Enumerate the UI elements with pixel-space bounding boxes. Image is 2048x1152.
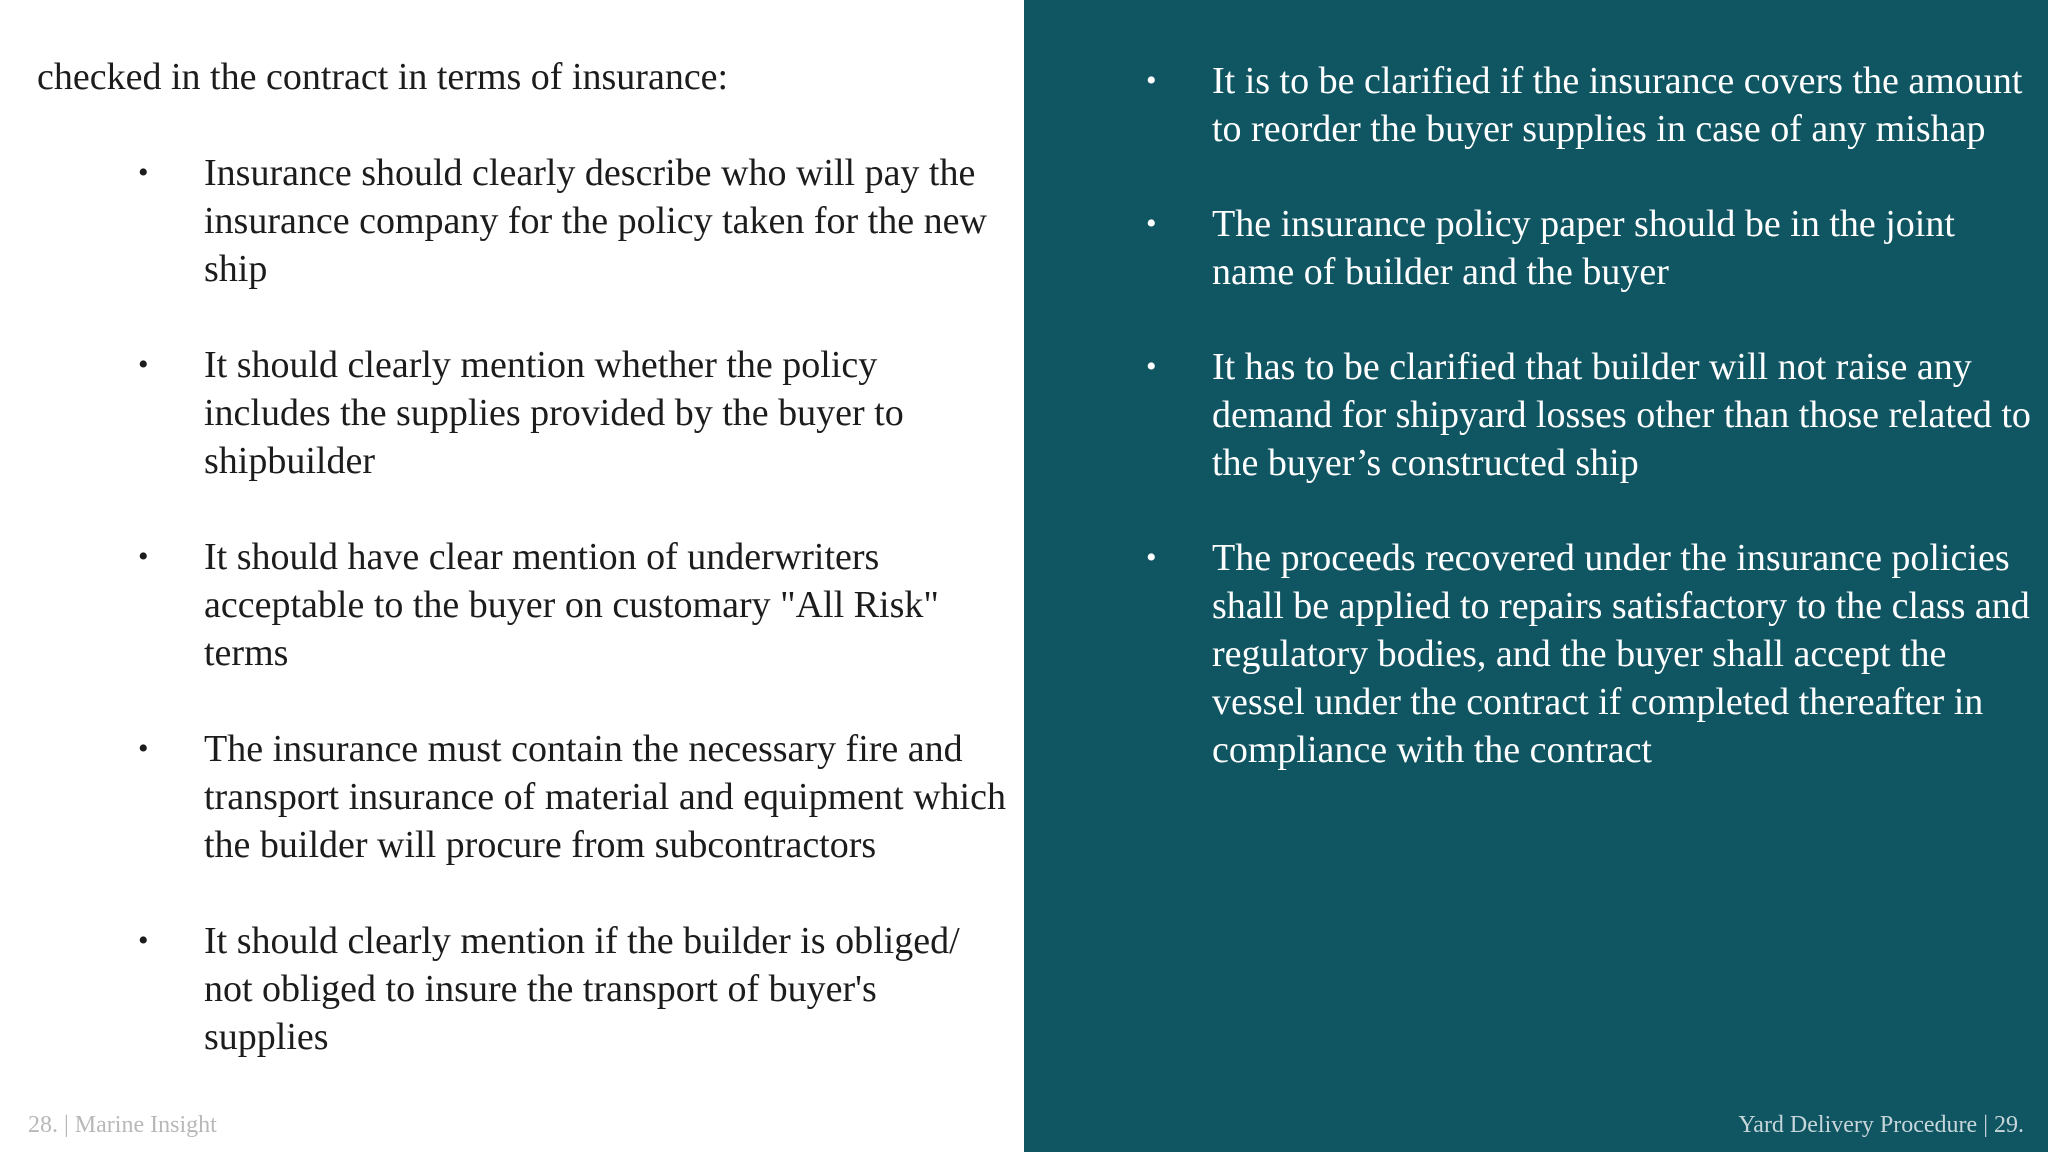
bullet-text: It should clearly mention whether the policy includes the supplies provided by the buyer to shipbuilder	[204, 344, 904, 482]
bullet-text: It is to be clarified if the insurance covers the amount to reorder the buyer supplies in case of any mishap	[1212, 60, 2023, 150]
left-page-footer: 28. | Marine Insight	[28, 1112, 217, 1138]
bullet-text: The insurance must contain the necessary fire and transport insurance of material and equipment which the builder will procure from subcontractors	[204, 728, 1006, 866]
list-item	[1146, 200, 2036, 296]
bullet-icon: •	[1146, 64, 1157, 97]
bullet-icon: •	[138, 732, 149, 765]
left-bullet-list	[138, 149, 1008, 1109]
right-bullet-list	[1146, 57, 2036, 821]
list-item	[1146, 534, 2036, 774]
list-item	[138, 533, 1008, 677]
page-lead-text: checked in the contract in terms of insurance:	[37, 56, 729, 98]
bullet-icon: •	[138, 156, 149, 189]
bullet-icon: •	[1146, 350, 1157, 383]
list-item	[138, 149, 1008, 293]
bullet-icon: •	[1146, 541, 1157, 574]
list-item	[1146, 57, 2036, 153]
bullet-text: The proceeds recovered under the insurance policies shall be applied to repairs satisfactory to the class and regulatory bodies, and the buyer shall accept the vessel under the contract if completed thereafter in compliance with the contract	[1212, 537, 2030, 771]
right-page	[1024, 0, 2048, 1152]
bullet-text: The insurance policy paper should be in the joint name of builder and the buyer	[1212, 203, 1955, 293]
list-item	[138, 725, 1008, 869]
list-item	[138, 341, 1008, 485]
right-page-footer: Yard Delivery Procedure | 29.	[1738, 1112, 2024, 1138]
bullet-icon: •	[138, 924, 149, 957]
bullet-icon: •	[138, 540, 149, 573]
bullet-text: It should clearly mention if the builder is obliged/ not obliged to insure the transport of buyer's supplies	[204, 920, 960, 1058]
list-item	[138, 917, 1008, 1061]
bullet-text: Insurance should clearly describe who will pay the insurance company for the policy taken for the new ship	[204, 152, 987, 290]
bullet-icon: •	[1146, 207, 1157, 240]
list-item	[1146, 343, 2036, 487]
bullet-icon: •	[138, 348, 149, 381]
bullet-text: It should have clear mention of underwriters acceptable to the buyer on customary "All Risk" terms	[204, 536, 939, 674]
bullet-text: It has to be clarified that builder will not raise any demand for shipyard losses other than those related to the buyer’s constructed ship	[1212, 346, 2031, 484]
